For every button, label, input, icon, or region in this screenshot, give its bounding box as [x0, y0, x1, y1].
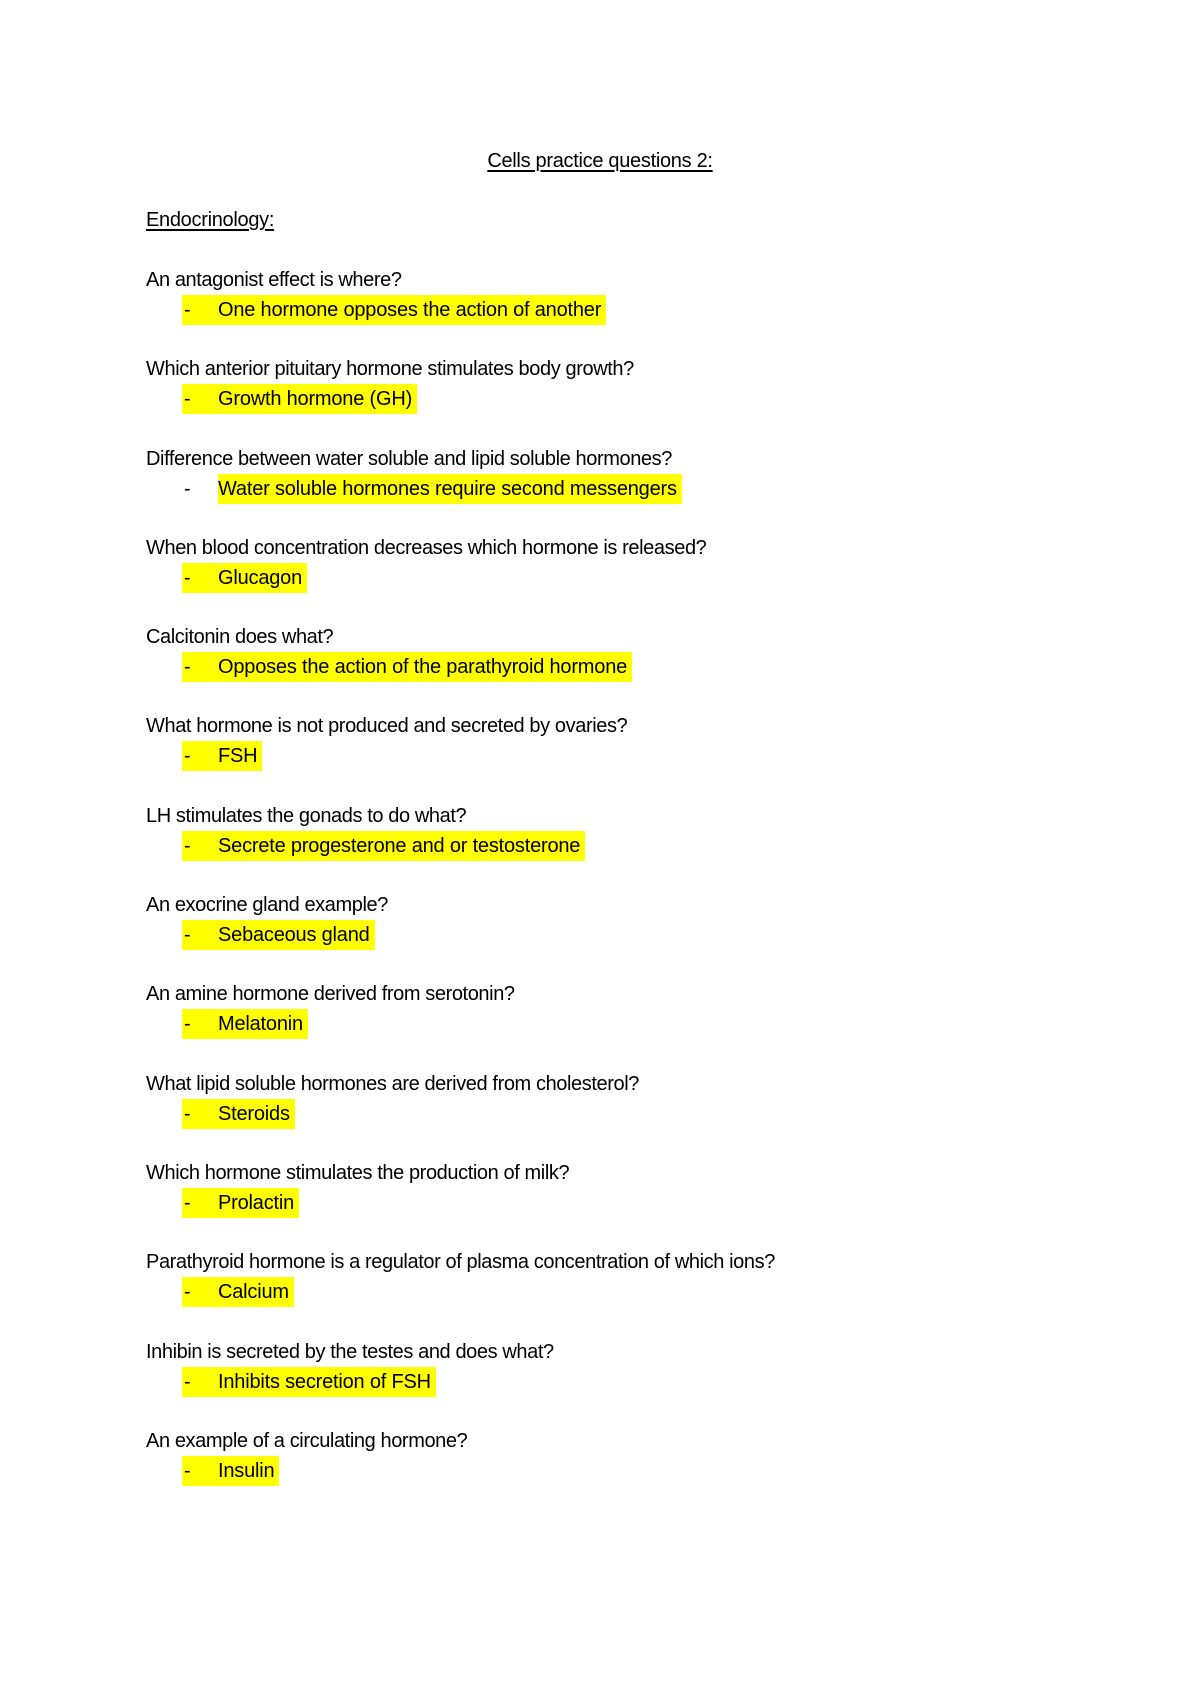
question-text: LH stimulates the gonads to do what?: [146, 804, 467, 827]
answer-line: [146, 1456, 1106, 1486]
bullet-dash-icon: -: [184, 566, 191, 589]
question-text: Which hormone stimulates the production of milk?: [146, 1161, 570, 1184]
answer-line: [146, 1009, 1106, 1039]
answer-text: Glucagon: [218, 566, 303, 589]
answer-line: [146, 1188, 1106, 1218]
answer-highlight: [182, 1367, 436, 1397]
bullet-dash-icon: -: [184, 924, 191, 947]
answer-text: Inhibits secretion of FSH: [218, 1370, 431, 1393]
qa-item: [146, 354, 1106, 443]
qa-item: [146, 265, 1106, 354]
answer-line: [146, 295, 1106, 325]
answer-highlight: [182, 1277, 294, 1307]
answer-text: Prolactin: [218, 1191, 295, 1214]
bullet-dash-icon: -: [184, 388, 191, 411]
bullet-dash-icon: -: [184, 1102, 191, 1125]
answer-highlight: [182, 563, 307, 593]
answer-highlight: [182, 920, 375, 950]
answer-text: FSH: [218, 745, 258, 768]
qa-item: [146, 533, 1106, 622]
answer-line: [146, 652, 1106, 682]
qa-item: [146, 444, 1106, 533]
question-text: Which anterior pituitary hormone stimulates body growth?: [146, 358, 634, 381]
question-list: [146, 265, 1106, 1515]
bullet-dash-icon: -: [184, 1191, 191, 1214]
question-text: Difference between water soluble and lipid soluble hormones?: [146, 447, 672, 470]
answer-text: One hormone opposes the action of another: [218, 299, 602, 321]
qa-item: [146, 1426, 1106, 1515]
answer-text: Melatonin: [218, 1013, 303, 1036]
qa-item: [146, 979, 1106, 1068]
bullet-dash-icon: -: [184, 1013, 191, 1036]
bullet-dash-icon: -: [184, 656, 191, 679]
question-text: Parathyroid hormone is a regulator of plasma concentration of which ions?: [146, 1251, 775, 1274]
question-text: An example of a circulating hormone?: [146, 1429, 468, 1452]
question-text: An amine hormone derived from serotonin?: [146, 983, 515, 1006]
bullet-dash-icon: -: [184, 299, 191, 321]
bullet-dash-icon: -: [184, 834, 191, 857]
answer-line: [146, 563, 1106, 593]
answer-highlight: [182, 1099, 295, 1129]
answer-line: [146, 920, 1106, 950]
answer-highlight: [182, 831, 585, 861]
answer-line: [146, 831, 1106, 861]
answer-line: [146, 1099, 1106, 1129]
qa-item: [146, 1069, 1106, 1158]
qa-item: [146, 1337, 1106, 1426]
answer-text: Sebaceous gland: [218, 924, 370, 947]
question-text: Calcitonin does what?: [146, 626, 334, 649]
answer-text: Insulin: [218, 1459, 275, 1482]
answer-text: Calcium: [218, 1281, 289, 1304]
qa-item: [146, 1247, 1106, 1336]
qa-item: [146, 1158, 1106, 1247]
bullet-dash-icon: -: [184, 1459, 191, 1482]
answer-highlight: [182, 384, 417, 414]
bullet-dash-icon: -: [184, 1281, 191, 1304]
qa-item: [146, 890, 1106, 979]
question-text: When blood concentration decreases which hormone is released?: [146, 536, 707, 559]
question-text: What hormone is not produced and secreted by ovaries?: [146, 715, 628, 738]
answer-text: Opposes the action of the parathyroid hormone: [218, 656, 628, 679]
answer-highlight: [182, 1009, 308, 1039]
answer-highlight: [182, 741, 262, 771]
question-text: An antagonist effect is where?: [146, 269, 402, 291]
answer-highlight: [182, 474, 682, 504]
question-text: Inhibin is secreted by the testes and does what?: [146, 1340, 554, 1363]
answer-line: [146, 1277, 1106, 1307]
qa-item: [146, 801, 1106, 890]
answer-highlight: [182, 1456, 279, 1486]
bullet-dash-icon: -: [184, 1370, 191, 1393]
section-heading-endocrinology: Endocrinology:: [146, 209, 275, 231]
answer-highlight: [182, 652, 632, 682]
qa-item: [146, 622, 1106, 711]
qa-item: [146, 711, 1106, 800]
answer-text: Secrete progesterone and or testosterone: [218, 834, 581, 857]
answer-line: [146, 474, 1106, 504]
answer-line: [146, 741, 1106, 771]
question-text: What lipid soluble hormones are derived from cholesterol?: [146, 1072, 640, 1095]
answer-text: Water soluble hormones require second messengers: [218, 474, 682, 504]
answer-highlight: [182, 1188, 299, 1218]
question-text: An exocrine gland example?: [146, 894, 388, 917]
answer-line: [146, 384, 1106, 414]
bullet-dash-icon: -: [184, 745, 191, 768]
answer-text: Growth hormone (GH): [218, 388, 413, 411]
bullet-dash-icon: -: [184, 477, 191, 500]
document-title: Cells practice questions 2:: [487, 150, 713, 172]
answer-highlight: [182, 295, 606, 325]
answer-text: Steroids: [218, 1102, 290, 1125]
answer-line: [146, 1367, 1106, 1397]
